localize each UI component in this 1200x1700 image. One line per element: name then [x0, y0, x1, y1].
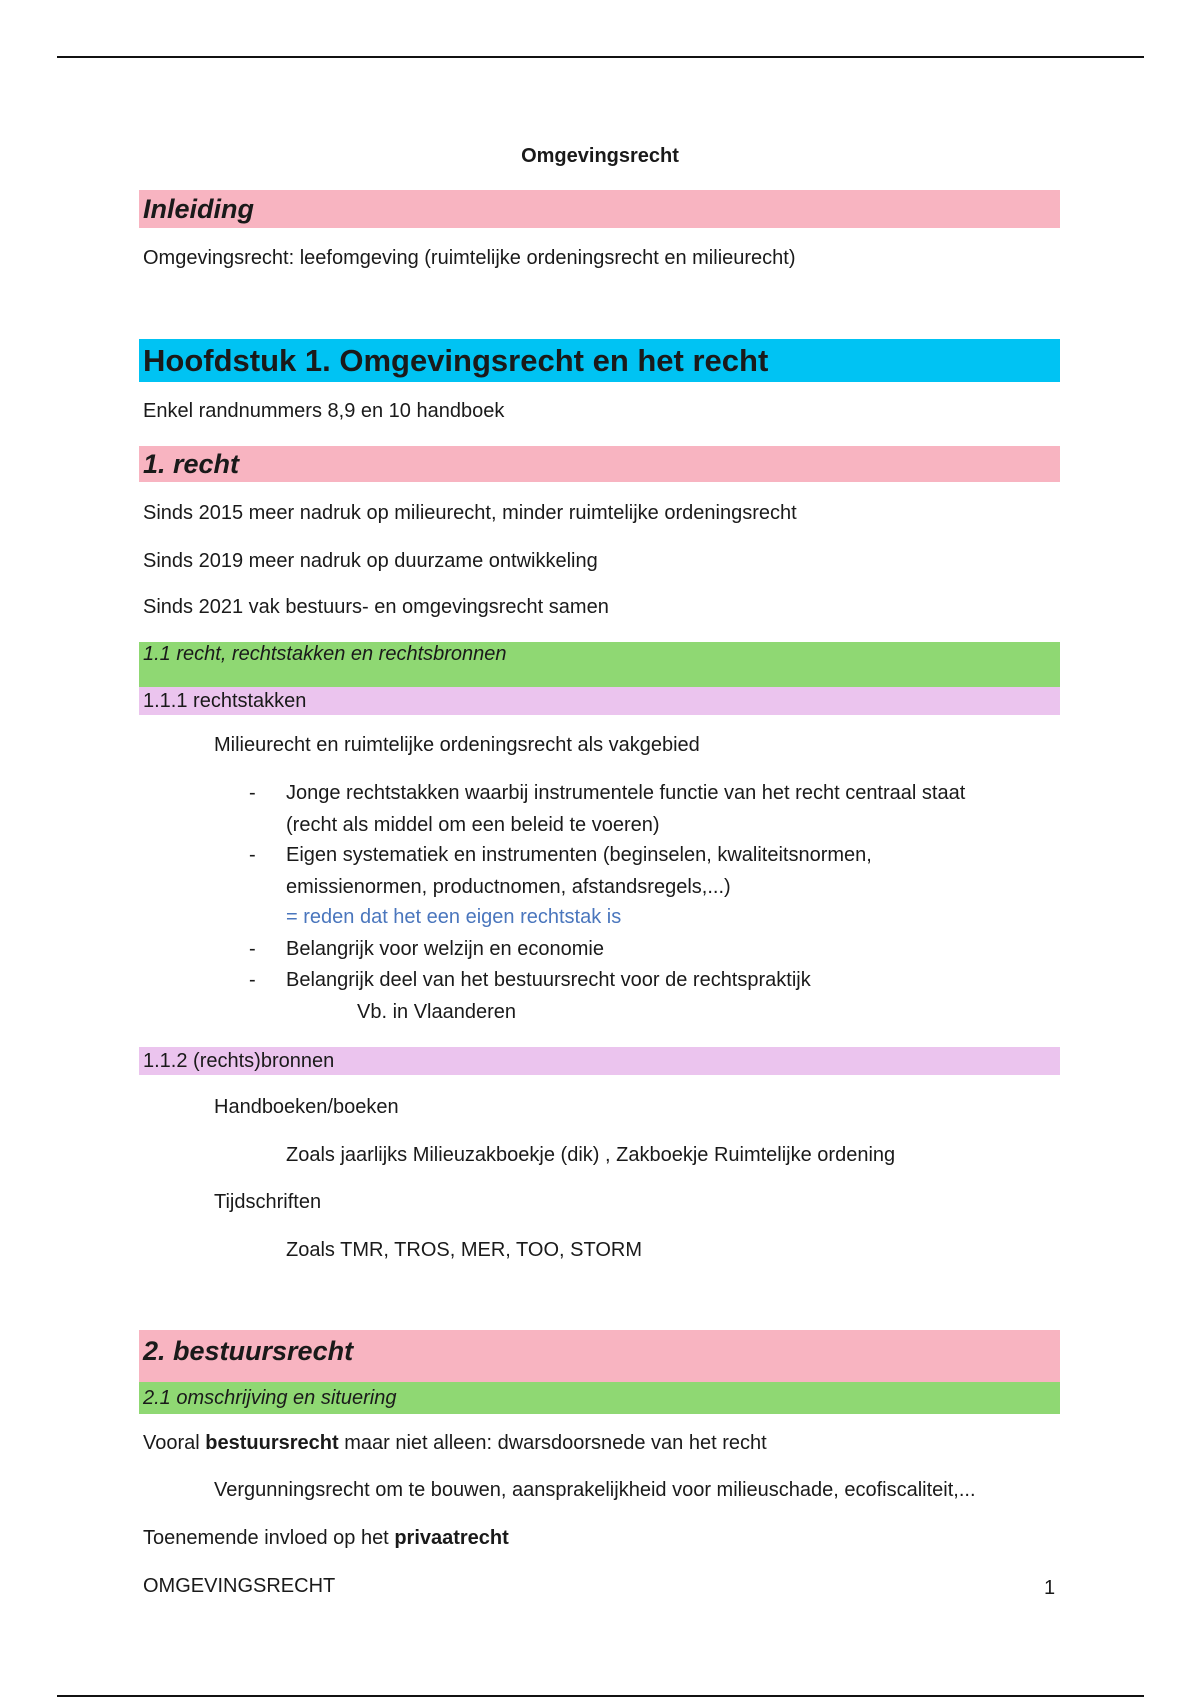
- bullet-1-line-1: Jonge rechtstakken waarbij instrumentele functie van het recht centraal staat: [286, 782, 966, 804]
- bullet-dash: -: [249, 938, 256, 960]
- handboeken-example: Zoals jaarlijks Milieuzakboekje (dik) , Zakboekje Ruimtelijke ordening: [286, 1144, 896, 1166]
- section-2-1-line-3: [143, 1525, 509, 1551]
- bullet-2-line-1: Eigen systematiek en instrumenten (beginselen, kwaliteitsnormen,: [286, 844, 872, 866]
- bullet-3-line-1: Belangrijk voor welzijn en economie: [286, 938, 604, 960]
- section-1-1-1-intro: Milieurecht en ruimtelijke ordeningsrecht als vakgebied: [214, 734, 700, 756]
- bullet-1-line-2: (recht als middel om een beleid te voeren): [286, 814, 660, 836]
- bullet-dash: -: [249, 969, 256, 991]
- section-1-line-3: Sinds 2021 vak bestuurs- en omgevingsrecht samen: [143, 596, 609, 618]
- bullet-dash: -: [249, 782, 256, 804]
- text: Toenemende invloed op het: [143, 1527, 395, 1549]
- section-2-1-line-1: [143, 1430, 767, 1456]
- footer-label: OMGEVINGSRECHT: [143, 1575, 336, 1597]
- section-1-line-2: Sinds 2019 meer nadruk op duurzame ontwikkeling: [143, 550, 598, 572]
- section-2-1-line-2: Vergunningsrecht om te bouwen, aansprakelijkheid voor milieuschade, ecofiscaliteit,...: [214, 1479, 976, 1501]
- tijdschriften-example: Zoals TMR, TROS, MER, TOO, STORM: [286, 1239, 642, 1261]
- heading-chapter-1: Hoofdstuk 1. Omgevingsrecht en het recht: [139, 339, 1060, 382]
- document-title: Omgevingsrecht: [521, 145, 679, 167]
- heading-inleiding: Inleiding: [139, 190, 1060, 228]
- heading-section-2-1: 2.1 omschrijving en situering: [139, 1382, 1060, 1414]
- heading-section-1-1: 1.1 recht, rechtstakken en rechtsbronnen: [139, 642, 1060, 687]
- heading-section-2: 2. bestuursrecht: [139, 1330, 1060, 1382]
- bullet-4-sub: Vb. in Vlaanderen: [357, 1001, 517, 1023]
- heading-section-1: 1. recht: [139, 446, 1060, 482]
- heading-section-1-1-1: 1.1.1 rechtstakken: [139, 687, 1060, 715]
- text: Vooral: [143, 1432, 206, 1454]
- chapter-1-note: Enkel randnummers 8,9 en 10 handboek: [143, 400, 505, 422]
- text: maar niet alleen: dwarsdoorsnede van het recht: [338, 1432, 767, 1454]
- bullet-dash: -: [249, 844, 256, 866]
- bullet-4-line-1: Belangrijk deel van het bestuursrecht voor de rechtspraktijk: [286, 969, 811, 991]
- heading-section-1-1-2: 1.1.2 (rechts)bronnen: [139, 1047, 1060, 1075]
- bottom-rule: [57, 1695, 1144, 1697]
- bold-term: bestuursrecht: [205, 1432, 339, 1454]
- bullet-2-line-3: = reden dat het een eigen rechtstak is: [286, 906, 622, 928]
- section-1-line-1: Sinds 2015 meer nadruk op milieurecht, minder ruimtelijke ordeningsrecht: [143, 502, 797, 524]
- handboeken-label: Handboeken/boeken: [214, 1096, 399, 1118]
- bold-term: privaatrecht: [394, 1527, 509, 1549]
- page-number: 1: [1044, 1577, 1056, 1599]
- inleiding-text: Omgevingsrecht: leefomgeving (ruimtelijke ordeningsrecht en milieurecht): [143, 247, 796, 269]
- tijdschriften-label: Tijdschriften: [214, 1191, 322, 1213]
- bullet-2-line-2: emissienormen, productnomen, afstandsregels,...): [286, 876, 731, 898]
- top-rule: [57, 56, 1144, 58]
